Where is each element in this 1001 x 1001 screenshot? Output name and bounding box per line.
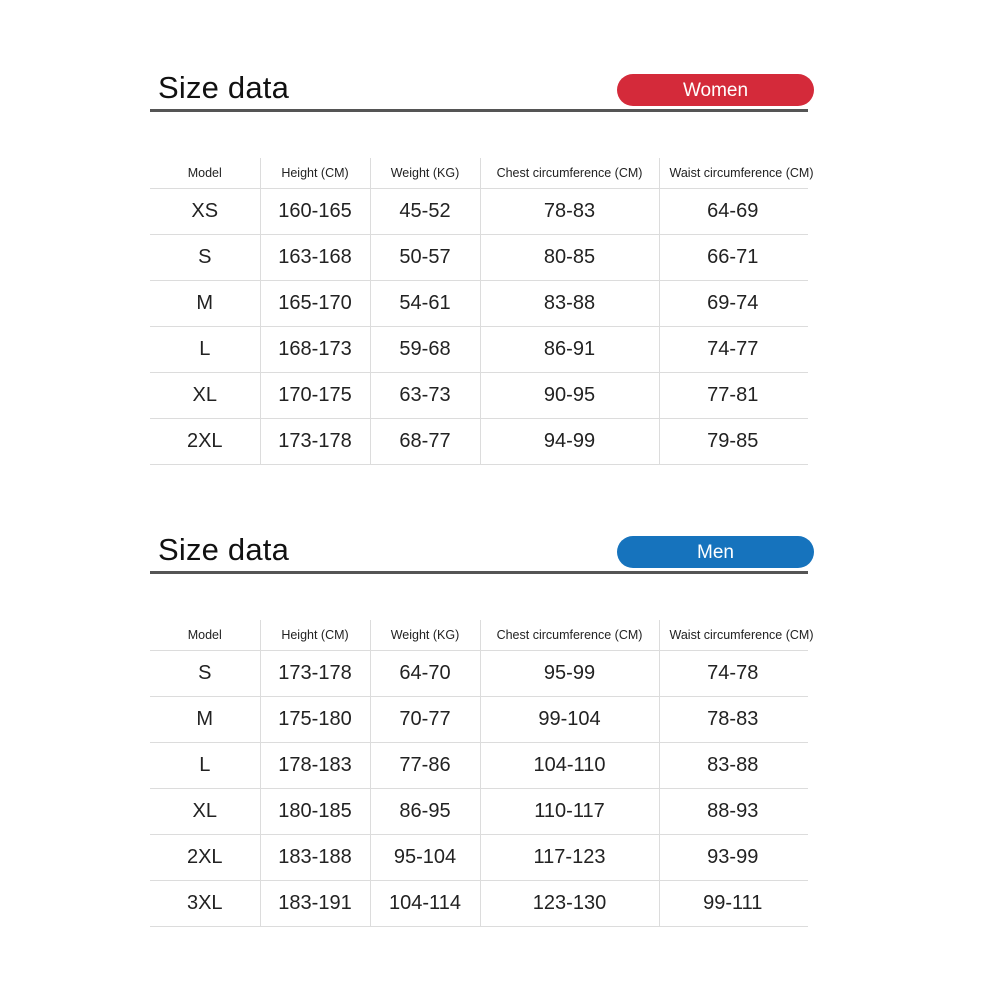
column-header-height: Height (CM) (260, 158, 370, 189)
chest-cell: 123-130 (480, 881, 659, 927)
chest-cell: 95-99 (480, 651, 659, 697)
table-row (150, 881, 822, 927)
height-cell: 165-170 (260, 281, 370, 327)
waist-cell: 74-78 (659, 651, 822, 697)
table-row (150, 235, 822, 281)
chest-cell: 99-104 (480, 697, 659, 743)
height-cell: 180-185 (260, 789, 370, 835)
women-section-header (150, 60, 822, 112)
men-badge: Men (617, 536, 814, 568)
weight-cell: 59-68 (370, 327, 480, 373)
men-size-table (150, 620, 822, 927)
table-row (150, 189, 822, 235)
men-section-title: Size data (158, 532, 290, 567)
chest-cell: 86-91 (480, 327, 659, 373)
height-cell: 183-191 (260, 881, 370, 927)
table-row (150, 419, 822, 465)
women-size-section (150, 60, 822, 452)
column-header-waist: Waist circumference (CM) (659, 620, 822, 651)
size-cell: S (150, 651, 260, 697)
women-size-table (150, 158, 822, 465)
height-cell: 168-173 (260, 327, 370, 373)
waist-cell: 66-71 (659, 235, 822, 281)
waist-cell: 77-81 (659, 373, 822, 419)
height-cell: 173-178 (260, 419, 370, 465)
weight-cell: 86-95 (370, 789, 480, 835)
chest-cell: 78-83 (480, 189, 659, 235)
chest-cell: 80-85 (480, 235, 659, 281)
waist-cell: 99-111 (659, 881, 822, 927)
size-cell: L (150, 743, 260, 789)
chest-cell: 110-117 (480, 789, 659, 835)
table-row (150, 373, 822, 419)
table-row (150, 697, 822, 743)
table-row (150, 281, 822, 327)
waist-cell: 64-69 (659, 189, 822, 235)
chest-cell: 83-88 (480, 281, 659, 327)
chest-cell: 90-95 (480, 373, 659, 419)
men-header-divider (150, 571, 808, 574)
size-cell: XS (150, 189, 260, 235)
size-cell: M (150, 697, 260, 743)
size-cell: 2XL (150, 835, 260, 881)
table-row (150, 835, 822, 881)
size-cell: 2XL (150, 419, 260, 465)
weight-cell: 45-52 (370, 189, 480, 235)
table-header-row (150, 620, 822, 651)
table-row (150, 743, 822, 789)
table-row (150, 789, 822, 835)
column-header-weight: Weight (KG) (370, 620, 480, 651)
column-header-model: Model (150, 158, 260, 189)
chest-cell: 94-99 (480, 419, 659, 465)
women-badge: Women (617, 74, 814, 106)
table-header-row (150, 158, 822, 189)
weight-cell: 50-57 (370, 235, 480, 281)
size-cell: XL (150, 789, 260, 835)
size-cell: XL (150, 373, 260, 419)
height-cell: 178-183 (260, 743, 370, 789)
women-section-title: Size data (158, 70, 290, 105)
weight-cell: 95-104 (370, 835, 480, 881)
height-cell: 175-180 (260, 697, 370, 743)
size-cell: 3XL (150, 881, 260, 927)
waist-cell: 93-99 (659, 835, 822, 881)
men-size-section (150, 522, 822, 914)
height-cell: 163-168 (260, 235, 370, 281)
size-cell: L (150, 327, 260, 373)
weight-cell: 77-86 (370, 743, 480, 789)
weight-cell: 64-70 (370, 651, 480, 697)
column-header-waist: Waist circumference (CM) (659, 158, 822, 189)
men-section-header (150, 522, 822, 574)
weight-cell: 70-77 (370, 697, 480, 743)
weight-cell: 63-73 (370, 373, 480, 419)
column-header-model: Model (150, 620, 260, 651)
table-row (150, 327, 822, 373)
size-cell: M (150, 281, 260, 327)
waist-cell: 83-88 (659, 743, 822, 789)
waist-cell: 69-74 (659, 281, 822, 327)
table-row (150, 651, 822, 697)
size-cell: S (150, 235, 260, 281)
column-header-weight: Weight (KG) (370, 158, 480, 189)
column-header-chest: Chest circumference (CM) (480, 620, 659, 651)
column-header-chest: Chest circumference (CM) (480, 158, 659, 189)
waist-cell: 74-77 (659, 327, 822, 373)
chest-cell: 104-110 (480, 743, 659, 789)
height-cell: 160-165 (260, 189, 370, 235)
weight-cell: 104-114 (370, 881, 480, 927)
women-header-divider (150, 109, 808, 112)
waist-cell: 78-83 (659, 697, 822, 743)
waist-cell: 88-93 (659, 789, 822, 835)
height-cell: 183-188 (260, 835, 370, 881)
column-header-height: Height (CM) (260, 620, 370, 651)
weight-cell: 68-77 (370, 419, 480, 465)
chest-cell: 117-123 (480, 835, 659, 881)
height-cell: 173-178 (260, 651, 370, 697)
height-cell: 170-175 (260, 373, 370, 419)
waist-cell: 79-85 (659, 419, 822, 465)
weight-cell: 54-61 (370, 281, 480, 327)
